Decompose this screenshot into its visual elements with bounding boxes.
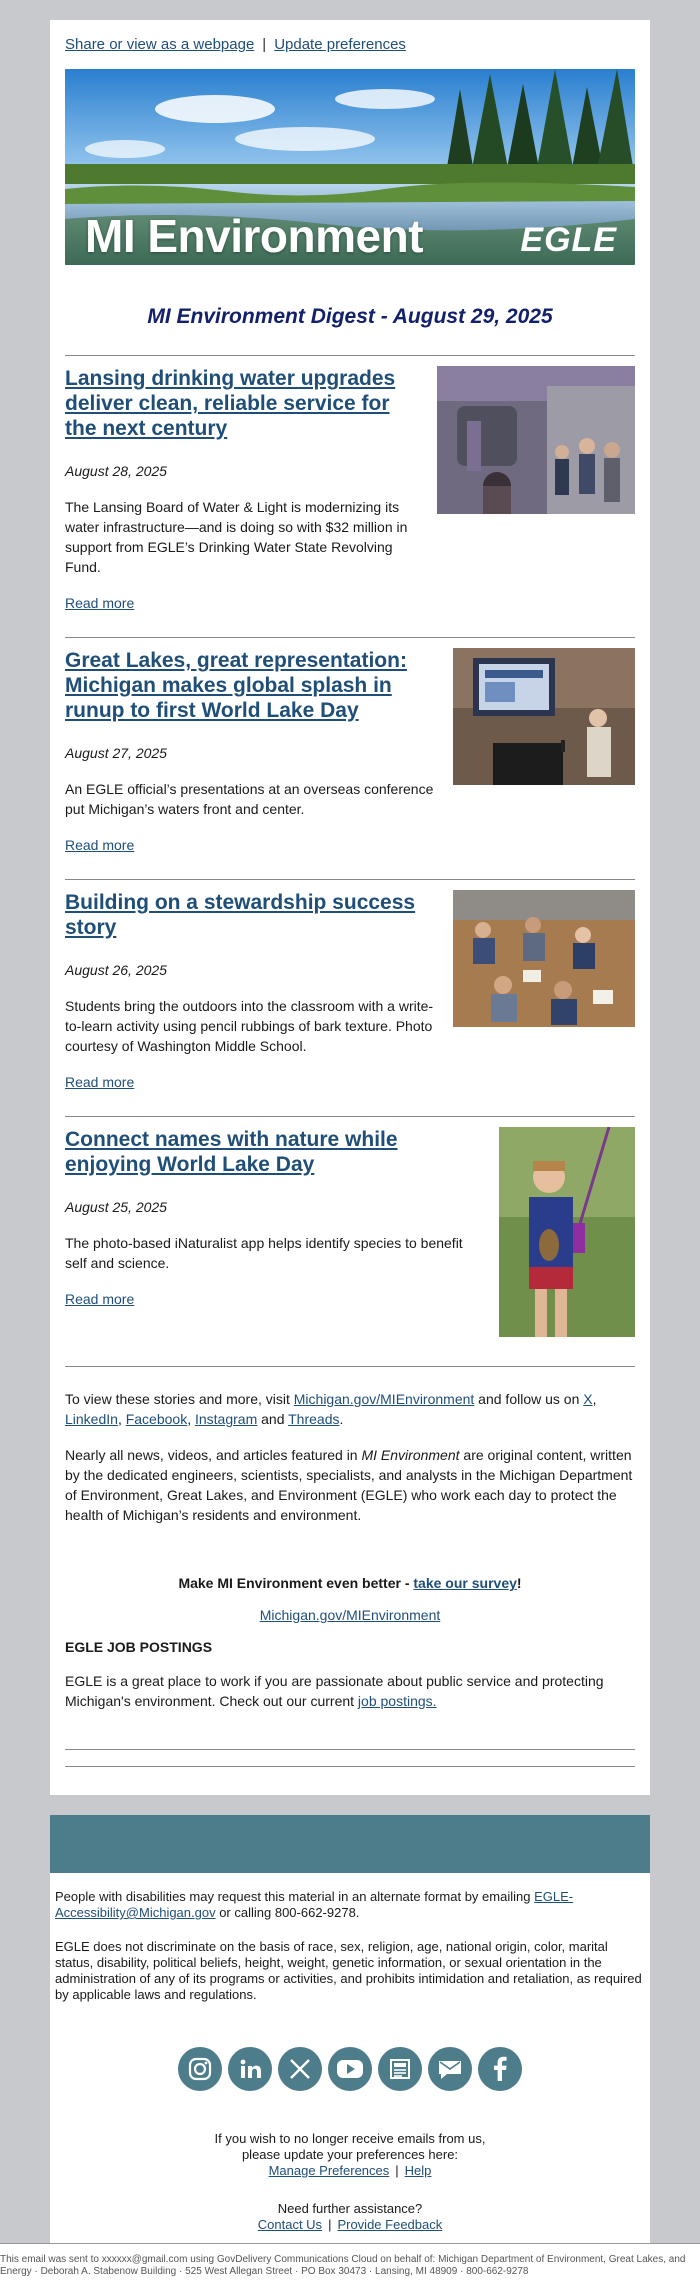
follow-paragraph [65, 1389, 635, 1429]
about-paragraph [65, 1445, 635, 1525]
article-item [65, 880, 635, 1116]
article-date: August 28, 2025 [65, 463, 167, 479]
survey-text: Make MI Environment even better - [178, 1575, 414, 1591]
top-links-separator: | [262, 36, 267, 53]
preferences-links [55, 2163, 645, 2179]
link-separator: | [328, 2217, 332, 2232]
banner-title: MI Environment [85, 210, 424, 262]
article-item [65, 356, 635, 637]
comma: , [187, 1411, 195, 1427]
accessibility-text: People with disabilities may request this material in an alternate format by emailing [55, 1889, 535, 1904]
accessibility-email-link[interactable]: EGLE-Accessibility@Michigan.gov [55, 1889, 574, 1920]
news-icon[interactable] [378, 2047, 422, 2091]
article-summary: Students bring the outdoors into the classroom with a write-to-learn activity using pencil rubbings of bark texture. Photo courtesy of Washington Middle School. [65, 998, 434, 1054]
facebook-icon[interactable] [478, 2047, 522, 2091]
contact-us-link[interactable]: Contact Us [257, 2217, 323, 2232]
legal-footer: This email was sent to xxxxxx@gmail.com using GovDelivery Communications Cloud on behalf of: Michigan Department of Environment, Great Lakes, and Energy · Deborah A. Stabenow Building · 525 West Allegan Street · PO Box 30473 · Lansing, MI 48909 · 800-662-9278 [0, 2243, 700, 2286]
linkedin-link[interactable]: LinkedIn [65, 1411, 118, 1427]
conference-photo [453, 648, 635, 785]
share-webpage-link[interactable]: Share or view as a webpage [65, 36, 255, 53]
article-summary: The photo-based iNaturalist app helps identify species to benefit self and science. [65, 1235, 463, 1271]
article-text [65, 1127, 499, 1342]
digest-title: MI Environment Digest - August 29, 2025 [147, 305, 553, 328]
article-thumbnail[interactable] [499, 1127, 635, 1342]
article-title-link[interactable]: Connect names with nature while enjoying World Lake Day [65, 1128, 398, 1176]
linkedin-icon[interactable] [228, 2047, 272, 2091]
period: . [339, 1411, 344, 1427]
job-postings-heading: EGLE JOB POSTINGS [65, 1639, 213, 1655]
egle-logo: EGLE [520, 221, 617, 259]
unsubscribe-line: please update your preferences here: [241, 2147, 459, 2162]
job-postings-paragraph [65, 1671, 635, 1711]
link-separator: | [395, 2163, 399, 2178]
help-link[interactable]: Help [404, 2163, 432, 2178]
instagram-link[interactable]: Instagram [194, 1411, 258, 1427]
follow-text: and follow us on [474, 1391, 584, 1407]
survey-end: ! [516, 1575, 522, 1591]
classroom-photo [453, 890, 635, 1027]
footer [50, 1873, 650, 2243]
article-title [65, 648, 439, 723]
article-thumbnail[interactable] [453, 890, 635, 1092]
article-text [65, 890, 453, 1092]
youtube-icon[interactable] [328, 2047, 372, 2091]
nondiscrimination-notice: EGLE does not discriminate on the basis of race, sex, religion, age, national origin, color, marital status, disability, political beliefs, height, weight, genetic information, or sexual orientation in the administration of any of its programs or activities, and prohibits intimidation and retaliation, as required by applicable laws and regulations. [55, 1939, 642, 2002]
article-title [65, 890, 439, 940]
unsubscribe-line: If you wish to no longer receive emails from us, [214, 2131, 486, 2146]
job-postings-link[interactable]: job postings. [357, 1693, 437, 1709]
article-summary: The Lansing Board of Water & Light is modernizing its water infrastructure—and is doing so with $32 million in support from EGLE’s Drinking Water State Revolving Fund. [65, 499, 408, 575]
article-title-link[interactable]: Lansing drinking water upgrades deliver clean, reliable service for the next century [65, 367, 396, 440]
article-title [65, 1127, 485, 1177]
provide-feedback-link[interactable]: Provide Feedback [337, 2217, 443, 2232]
article-date: August 26, 2025 [65, 962, 167, 978]
x-link[interactable]: X [583, 1391, 593, 1407]
read-more-link[interactable]: Read more [65, 837, 135, 853]
header-banner [65, 69, 635, 265]
about-text: are original content, written by the dedicated engineers, scientists, specialists, and analysts in the Michigan Department of Environment, Great Lakes, and Environment (EGLE) who work each day to protect the health of Michigan’s residents and environment. [65, 1447, 633, 1523]
read-more-link[interactable]: Read more [65, 1074, 135, 1090]
article-title-link[interactable]: Great Lakes, great representation: Michigan makes global splash in runup to first World Lake Day [65, 649, 407, 722]
footer-banner [50, 1815, 650, 1873]
accessibility-notice [55, 1889, 645, 1921]
facebook-link[interactable]: Facebook [125, 1411, 188, 1427]
article-date: August 25, 2025 [65, 1199, 167, 1215]
accessibility-end: or calling 800-662-9278. [215, 1905, 360, 1920]
unsubscribe-block [55, 2131, 645, 2233]
follow-text: To view these stories and more, visit [65, 1391, 294, 1407]
about-publication-name: MI Environment [361, 1447, 460, 1463]
article-item [65, 1117, 635, 1366]
and-text: and [257, 1411, 289, 1427]
comma: , [592, 1391, 597, 1407]
article-item [65, 638, 635, 879]
threads-link[interactable]: Threads [288, 1411, 340, 1427]
mienvironment-footer-link[interactable]: Michigan.gov/MIEnvironment [259, 1607, 441, 1623]
article-date: August 27, 2025 [65, 745, 167, 761]
social-icons [55, 2047, 645, 2091]
assistance-heading: Need further assistance? [277, 2201, 423, 2216]
update-preferences-link[interactable]: Update preferences [274, 36, 406, 53]
top-links [65, 36, 635, 53]
article-title-link[interactable]: Building on a stewardship success story [65, 891, 416, 939]
child-fishing-photo [499, 1127, 635, 1337]
site-link-line [65, 1607, 635, 1623]
article-summary: An EGLE official’s presentations at an overseas conference put Michigan’s waters front and center. [65, 781, 434, 817]
about-text: Nearly all news, videos, and articles featured in [65, 1447, 362, 1463]
read-more-link[interactable]: Read more [65, 595, 135, 611]
manage-preferences-link[interactable]: Manage Preferences [268, 2163, 390, 2178]
instagram-icon[interactable] [178, 2047, 222, 2091]
water-plant-photo [437, 366, 635, 514]
article-title [65, 366, 423, 441]
email-icon[interactable] [428, 2047, 472, 2091]
article-text [65, 648, 453, 855]
assistance-links [55, 2217, 645, 2233]
survey-link[interactable]: take our survey [413, 1575, 517, 1591]
mienvironment-link[interactable]: Michigan.gov/MIEnvironment [293, 1391, 475, 1407]
survey-line [65, 1575, 635, 1591]
article-text [65, 366, 437, 613]
comma: , [117, 1411, 126, 1427]
x-icon[interactable] [278, 2047, 322, 2091]
article-thumbnail[interactable] [437, 366, 635, 613]
job-postings-text: EGLE is a great place to work if you are passionate about public service and protecting Michigan's environment. Check out our current [65, 1673, 604, 1709]
newsletter-card [50, 20, 650, 1795]
article-thumbnail[interactable] [453, 648, 635, 855]
read-more-link[interactable]: Read more [65, 1291, 135, 1307]
